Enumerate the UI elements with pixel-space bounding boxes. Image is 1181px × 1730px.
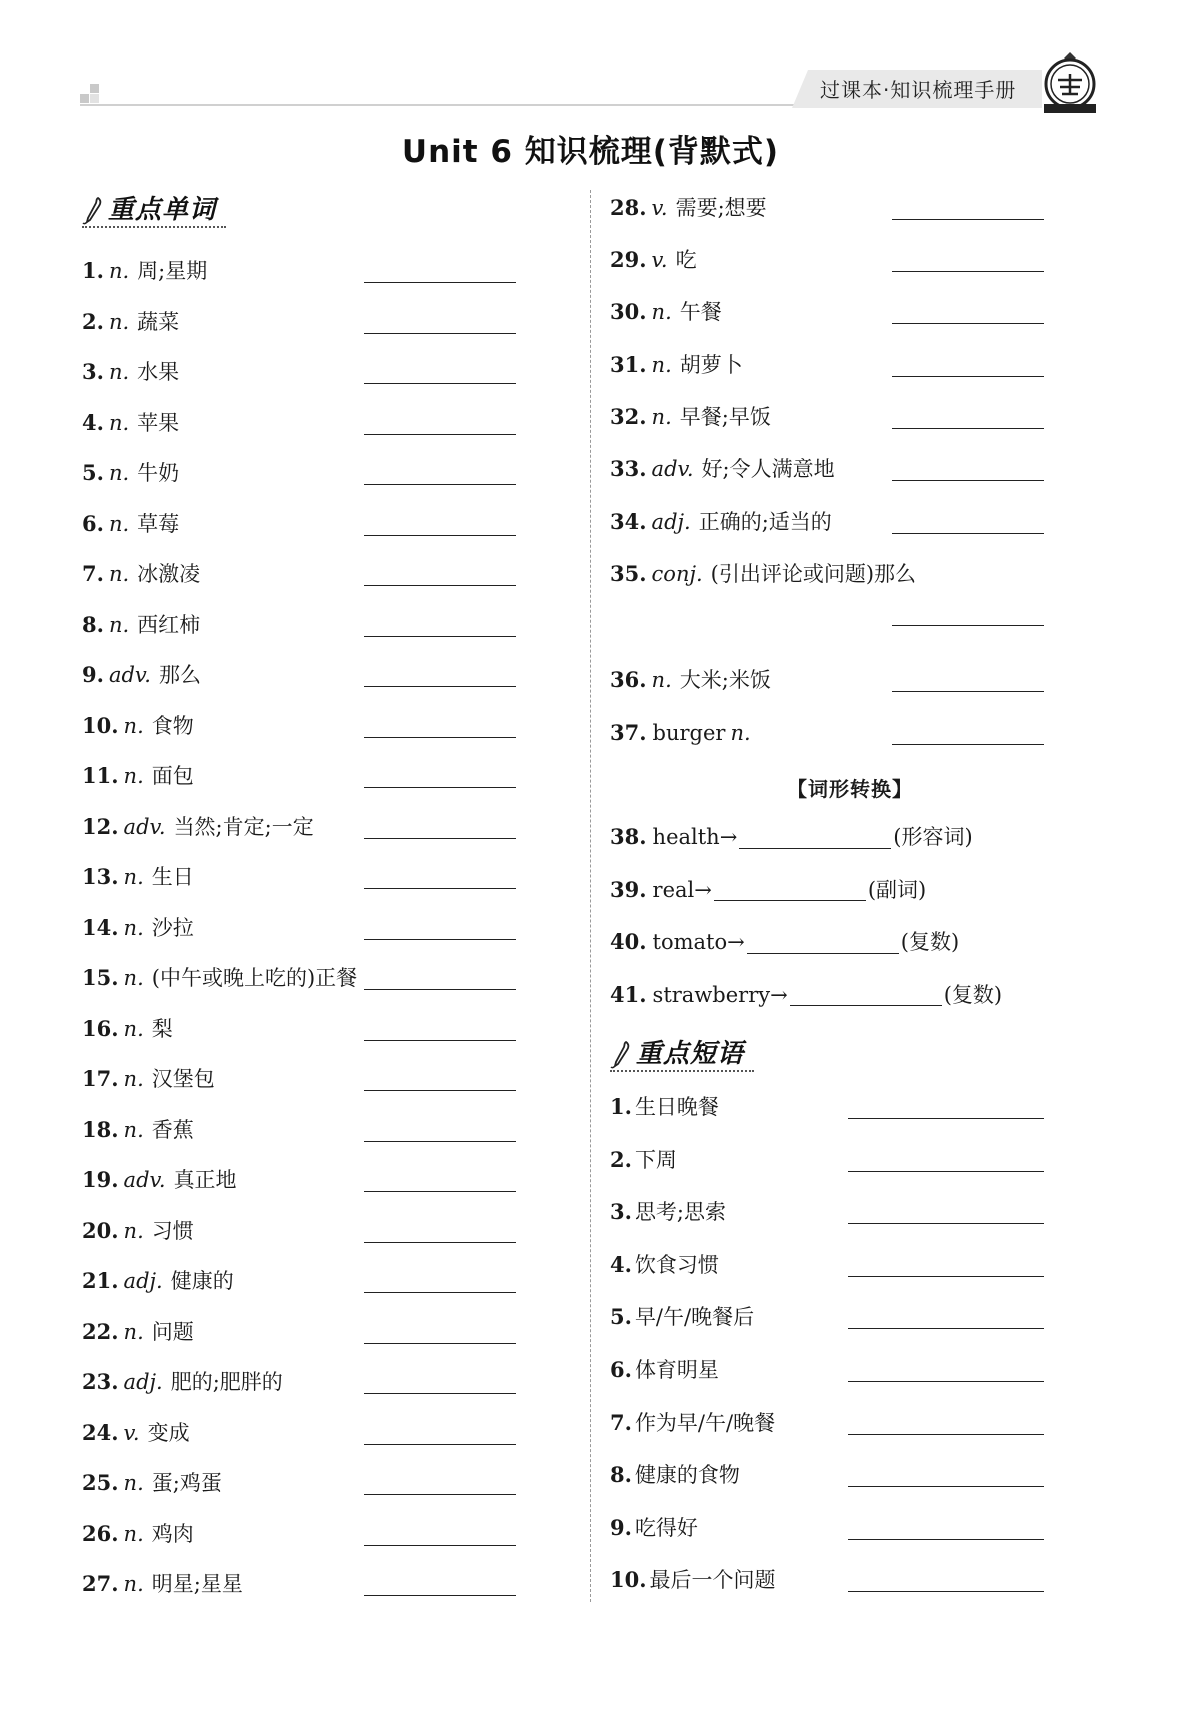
part-of-speech: n. xyxy=(123,1572,144,1596)
word-item xyxy=(82,761,522,791)
base-word: real→ xyxy=(652,877,712,902)
answer-blank[interactable] xyxy=(364,1090,516,1091)
item-number: 31. xyxy=(610,352,647,377)
part-of-speech: n. xyxy=(108,511,130,536)
word-item xyxy=(82,812,522,842)
chinese-phrase: 思考;思索 xyxy=(634,1200,727,1225)
chinese-phrase: 吃得好 xyxy=(634,1515,698,1540)
page-title: Unit 6 知识梳理(背默式) xyxy=(401,134,780,170)
chinese-meaning: 蛋;鸡蛋 xyxy=(151,1471,222,1495)
item-number: 17. xyxy=(82,1066,119,1091)
item-number: 3. xyxy=(610,1199,632,1225)
item-number: 18. xyxy=(82,1116,119,1142)
answer-blank[interactable] xyxy=(892,376,1044,377)
answer-blank[interactable] xyxy=(848,1434,1044,1435)
chinese-meaning: 变成 xyxy=(147,1420,190,1445)
word-item xyxy=(610,507,1050,537)
chinese-meaning: 草莓 xyxy=(137,511,180,536)
answer-blank[interactable] xyxy=(364,282,516,283)
answer-blank[interactable] xyxy=(364,1545,516,1546)
form-hint: (副词) xyxy=(867,877,927,902)
chinese-phrase: 下周 xyxy=(634,1147,677,1172)
item-number: 33. xyxy=(610,456,647,481)
answer-blank[interactable] xyxy=(364,333,516,334)
item-number: 1. xyxy=(610,1094,632,1119)
answer-blank[interactable] xyxy=(364,484,516,485)
word-item xyxy=(82,610,522,640)
part-of-speech: adv. xyxy=(123,814,166,839)
item-number: 2. xyxy=(610,1146,632,1172)
item-number: 8. xyxy=(610,1462,632,1488)
word-item xyxy=(610,559,1050,589)
form-hint: (复数) xyxy=(900,930,960,954)
chinese-meaning: 明星;星星 xyxy=(151,1572,243,1596)
part-of-speech: n. xyxy=(123,713,144,738)
item-number: 8. xyxy=(82,611,104,637)
answer-blank[interactable] xyxy=(848,1539,1044,1540)
answer-blank[interactable] xyxy=(364,1242,516,1243)
chinese-meaning: 冰激凌 xyxy=(137,562,201,586)
chinese-meaning: 蔬菜 xyxy=(137,309,180,334)
answer-blank[interactable] xyxy=(848,1171,1044,1172)
part-of-speech: n. xyxy=(123,915,144,940)
phrase-item xyxy=(610,1092,1050,1122)
item-number: 27. xyxy=(82,1571,119,1596)
item-number: 16. xyxy=(82,1015,119,1041)
transform-item xyxy=(610,822,973,852)
part-of-speech: v. xyxy=(651,196,668,220)
chinese-meaning: (中午或晚上吃的)正餐 xyxy=(151,966,358,990)
word-item xyxy=(82,357,522,387)
answer-blank[interactable] xyxy=(848,1486,1044,1487)
word-item xyxy=(82,1266,522,1296)
part-of-speech: n. xyxy=(108,309,130,334)
chinese-meaning: 当然;肯定;一定 xyxy=(173,814,314,839)
chinese-meaning: 正确的;适当的 xyxy=(698,510,832,534)
part-of-speech: n. xyxy=(651,668,672,692)
answer-blank[interactable] xyxy=(364,636,516,637)
item-number: 12. xyxy=(82,813,119,839)
answer-blank[interactable] xyxy=(364,686,516,687)
chinese-meaning: 西红柿 xyxy=(137,612,201,637)
chinese-meaning: 那么 xyxy=(158,663,201,687)
chinese-meaning: 沙拉 xyxy=(151,915,194,940)
word-item xyxy=(82,1014,522,1044)
word-item xyxy=(82,1165,522,1195)
answer-blank[interactable] xyxy=(364,1191,516,1192)
part-of-speech: adv. xyxy=(651,457,694,481)
transform-subheading: 【词形转换】 xyxy=(787,777,913,801)
chinese-meaning: 生日 xyxy=(151,865,194,889)
word-item xyxy=(610,454,1050,484)
item-number: 10. xyxy=(610,1567,647,1593)
section-label: 重点短语 xyxy=(636,1039,745,1069)
item-number: 5. xyxy=(82,460,104,485)
item-number: 1. xyxy=(82,258,104,283)
word-item xyxy=(82,509,522,539)
item-number: 26. xyxy=(82,1520,119,1546)
chinese-meaning: 周;星期 xyxy=(137,259,208,283)
item-number: 34. xyxy=(610,509,647,534)
word-item xyxy=(82,307,522,337)
part-of-speech: n. xyxy=(123,865,144,889)
item-number: 19. xyxy=(82,1167,119,1192)
item-number: 40. xyxy=(610,929,647,954)
seal-emblem-icon xyxy=(1040,50,1100,116)
part-of-speech: n. xyxy=(123,1218,144,1243)
item-number: 11. xyxy=(82,763,119,788)
phrase-item xyxy=(610,1302,1050,1332)
answer-blank[interactable] xyxy=(892,744,1044,745)
item-number: 9. xyxy=(610,1514,632,1540)
answer-blank[interactable] xyxy=(364,989,516,990)
part-of-speech: n. xyxy=(651,300,672,324)
word-item xyxy=(82,1569,522,1599)
base-word: strawberry→ xyxy=(652,982,788,1007)
chinese-meaning: 牛奶 xyxy=(137,461,180,485)
answer-blank[interactable] xyxy=(848,1223,1044,1224)
chinese-meaning: 习惯 xyxy=(151,1218,194,1243)
answer-blank[interactable] xyxy=(747,931,899,954)
pen-icon xyxy=(610,1040,632,1070)
word-item xyxy=(82,1418,522,1448)
word-item xyxy=(610,350,1050,380)
answer-blank[interactable] xyxy=(364,434,516,435)
answer-blank[interactable] xyxy=(892,428,1044,429)
transform-item xyxy=(610,980,1002,1010)
english-word: burger xyxy=(652,721,726,745)
phrase-item xyxy=(610,1408,1050,1438)
answer-blank[interactable] xyxy=(892,625,1044,626)
corner-mark xyxy=(80,84,106,106)
item-number: 35. xyxy=(610,561,647,586)
item-number: 30. xyxy=(610,299,647,324)
item-number: 36. xyxy=(610,667,647,692)
form-hint: (形容词) xyxy=(893,825,973,849)
answer-blank[interactable] xyxy=(892,323,1044,324)
item-number: 2. xyxy=(82,308,104,334)
word-item xyxy=(82,1468,522,1498)
chinese-meaning: 胡萝卜 xyxy=(679,353,743,377)
section-heading-words xyxy=(82,192,226,228)
chinese-phrase: 生日晚餐 xyxy=(634,1095,719,1119)
part-of-speech: n. xyxy=(123,1471,144,1495)
phrase-item xyxy=(610,1197,1050,1227)
part-of-speech: adv. xyxy=(108,663,151,687)
chinese-meaning: 香蕉 xyxy=(151,1117,194,1142)
answer-blank[interactable] xyxy=(364,737,516,738)
item-number: 29. xyxy=(610,247,647,272)
item-number: 32. xyxy=(610,404,647,429)
phrase-item xyxy=(610,1513,1050,1543)
answer-blank[interactable] xyxy=(892,219,1044,220)
item-number: 7. xyxy=(610,1409,632,1435)
part-of-speech: n. xyxy=(123,1521,144,1546)
word-item xyxy=(82,1216,522,1246)
chinese-meaning: 汉堡包 xyxy=(151,1067,215,1091)
answer-blank[interactable] xyxy=(364,1393,516,1394)
word-item xyxy=(82,1115,522,1145)
chinese-meaning: 食物 xyxy=(151,713,194,738)
chinese-meaning: 需要;想要 xyxy=(675,196,767,220)
chinese-meaning: 真正地 xyxy=(173,1168,237,1192)
answer-blank[interactable] xyxy=(364,1444,516,1445)
word-item xyxy=(82,913,522,943)
word-item xyxy=(82,660,522,690)
answer-blank[interactable] xyxy=(364,535,516,536)
word-item xyxy=(610,718,1050,748)
word-item xyxy=(610,193,1050,223)
chinese-meaning: 面包 xyxy=(151,764,194,788)
answer-blank[interactable] xyxy=(364,1494,516,1495)
word-item xyxy=(610,665,1050,695)
chinese-phrase: 最后一个问题 xyxy=(649,1568,776,1593)
item-number: 20. xyxy=(82,1217,119,1243)
word-item xyxy=(82,1064,522,1094)
column-divider xyxy=(590,190,591,1602)
answer-blank[interactable] xyxy=(892,533,1044,534)
part-of-speech: n. xyxy=(108,612,130,637)
chinese-phrase: 饮食习惯 xyxy=(634,1252,719,1277)
part-of-speech: v. xyxy=(651,248,668,272)
phrase-item xyxy=(610,1145,1050,1175)
item-number: 28. xyxy=(610,195,647,220)
item-number: 4. xyxy=(610,1251,632,1277)
item-number: 6. xyxy=(610,1357,632,1382)
item-number: 21. xyxy=(82,1268,119,1293)
part-of-speech: n. xyxy=(108,360,130,384)
book-title: 过课本·知识梳理手册 xyxy=(820,78,1017,102)
part-of-speech: n. xyxy=(730,721,751,745)
answer-blank[interactable] xyxy=(364,1595,516,1596)
chinese-meaning: 问题 xyxy=(151,1319,194,1344)
item-number: 5. xyxy=(610,1304,632,1330)
word-item xyxy=(610,245,1050,275)
phrase-item xyxy=(610,1250,1050,1280)
word-item xyxy=(82,963,522,993)
answer-blank[interactable] xyxy=(364,787,516,788)
word-item xyxy=(82,1367,522,1397)
item-number: 13. xyxy=(82,864,119,889)
base-word: health→ xyxy=(652,825,738,849)
item-number: 7. xyxy=(82,561,104,586)
item-number: 6. xyxy=(82,510,104,536)
part-of-speech: n. xyxy=(108,410,130,435)
item-number: 41. xyxy=(610,981,647,1007)
item-number: 37. xyxy=(610,720,647,745)
answer-blank[interactable] xyxy=(848,1381,1044,1382)
word-item xyxy=(82,1519,522,1549)
chinese-meaning: 梨 xyxy=(151,1016,173,1041)
item-number: 22. xyxy=(82,1318,119,1344)
phrase-item xyxy=(610,1565,1050,1595)
part-of-speech: n. xyxy=(108,259,130,283)
item-number: 23. xyxy=(82,1369,119,1394)
answer-blank[interactable] xyxy=(790,983,942,1006)
answer-blank[interactable] xyxy=(364,838,516,839)
chinese-meaning: 午餐 xyxy=(679,300,722,324)
chinese-meaning: 吃 xyxy=(675,248,697,272)
item-number: 38. xyxy=(610,824,647,849)
part-of-speech: v. xyxy=(123,1420,140,1445)
part-of-speech: n. xyxy=(123,1067,144,1091)
part-of-speech: n. xyxy=(123,1117,144,1142)
chinese-meaning: 健康的 xyxy=(170,1269,234,1293)
answer-blank[interactable] xyxy=(364,1292,516,1293)
word-item xyxy=(82,711,522,741)
part-of-speech: n. xyxy=(651,405,672,429)
answer-blank[interactable] xyxy=(848,1276,1044,1277)
word-item xyxy=(82,862,522,892)
transform-item xyxy=(610,927,959,957)
answer-blank[interactable] xyxy=(892,480,1044,481)
item-number: 4. xyxy=(82,409,104,435)
phrase-item xyxy=(610,1355,1050,1385)
part-of-speech: n. xyxy=(123,1016,144,1041)
part-of-speech: n. xyxy=(108,562,130,586)
word-item xyxy=(82,559,522,589)
answer-blank[interactable] xyxy=(364,585,516,586)
chinese-meaning: 大米;米饭 xyxy=(679,668,771,692)
form-hint: (复数) xyxy=(943,982,1003,1007)
chinese-meaning: 苹果 xyxy=(137,410,180,435)
chinese-phrase: 健康的食物 xyxy=(634,1463,740,1488)
item-number: 25. xyxy=(82,1470,119,1495)
word-item xyxy=(610,402,1050,432)
item-number: 39. xyxy=(610,876,647,902)
item-number: 9. xyxy=(82,662,104,687)
part-of-speech: adj. xyxy=(123,1370,163,1394)
part-of-speech: n. xyxy=(108,461,130,485)
section-heading-phrases xyxy=(610,1036,754,1072)
header-rule xyxy=(80,104,880,106)
part-of-speech: n. xyxy=(651,353,672,377)
item-number: 14. xyxy=(82,914,119,940)
word-item xyxy=(82,408,522,438)
chinese-meaning: 肥的;肥胖的 xyxy=(170,1370,283,1394)
answer-blank[interactable] xyxy=(892,691,1044,692)
item-number: 10. xyxy=(82,712,119,738)
chinese-meaning: 水果 xyxy=(137,360,180,384)
part-of-speech: conj. xyxy=(651,562,703,586)
answer-blank[interactable] xyxy=(364,939,516,940)
base-word: tomato→ xyxy=(652,930,745,954)
answer-blank[interactable] xyxy=(848,1591,1044,1592)
part-of-speech: n. xyxy=(123,966,144,990)
transform-item xyxy=(610,875,926,905)
chinese-phrase: 早/午/晚餐后 xyxy=(634,1305,755,1330)
answer-blank[interactable] xyxy=(364,1343,516,1344)
part-of-speech: adv. xyxy=(123,1168,166,1192)
section-label: 重点单词 xyxy=(108,195,217,225)
word-item xyxy=(82,458,522,488)
pen-icon xyxy=(82,196,104,226)
answer-blank[interactable] xyxy=(364,888,516,889)
part-of-speech: n. xyxy=(123,764,144,788)
answer-blank[interactable] xyxy=(892,271,1044,272)
word-item xyxy=(82,256,522,286)
answer-blank[interactable] xyxy=(364,383,516,384)
phrase-item xyxy=(610,1460,1050,1490)
chinese-phrase: 作为早/午/晚餐 xyxy=(634,1410,776,1435)
answer-blank[interactable] xyxy=(364,1141,516,1142)
chinese-meaning: (引出评论或问题)那么 xyxy=(710,562,917,586)
chinese-phrase: 体育明星 xyxy=(634,1358,719,1382)
item-number: 15. xyxy=(82,965,119,990)
answer-blank[interactable] xyxy=(848,1118,1044,1119)
word-item xyxy=(82,1317,522,1347)
answer-blank[interactable] xyxy=(848,1328,1044,1329)
word-item xyxy=(610,297,1050,327)
chinese-meaning: 鸡肉 xyxy=(151,1521,194,1546)
chinese-meaning: 早餐;早饭 xyxy=(679,405,771,429)
answer-blank[interactable] xyxy=(739,826,891,849)
answer-blank[interactable] xyxy=(714,878,866,901)
item-number: 24. xyxy=(82,1419,119,1445)
item-number: 3. xyxy=(82,359,104,384)
part-of-speech: adj. xyxy=(123,1269,163,1293)
part-of-speech: n. xyxy=(123,1319,144,1344)
answer-blank[interactable] xyxy=(364,1040,516,1041)
chinese-meaning: 好;令人满意地 xyxy=(701,457,835,481)
part-of-speech: adj. xyxy=(651,510,691,534)
